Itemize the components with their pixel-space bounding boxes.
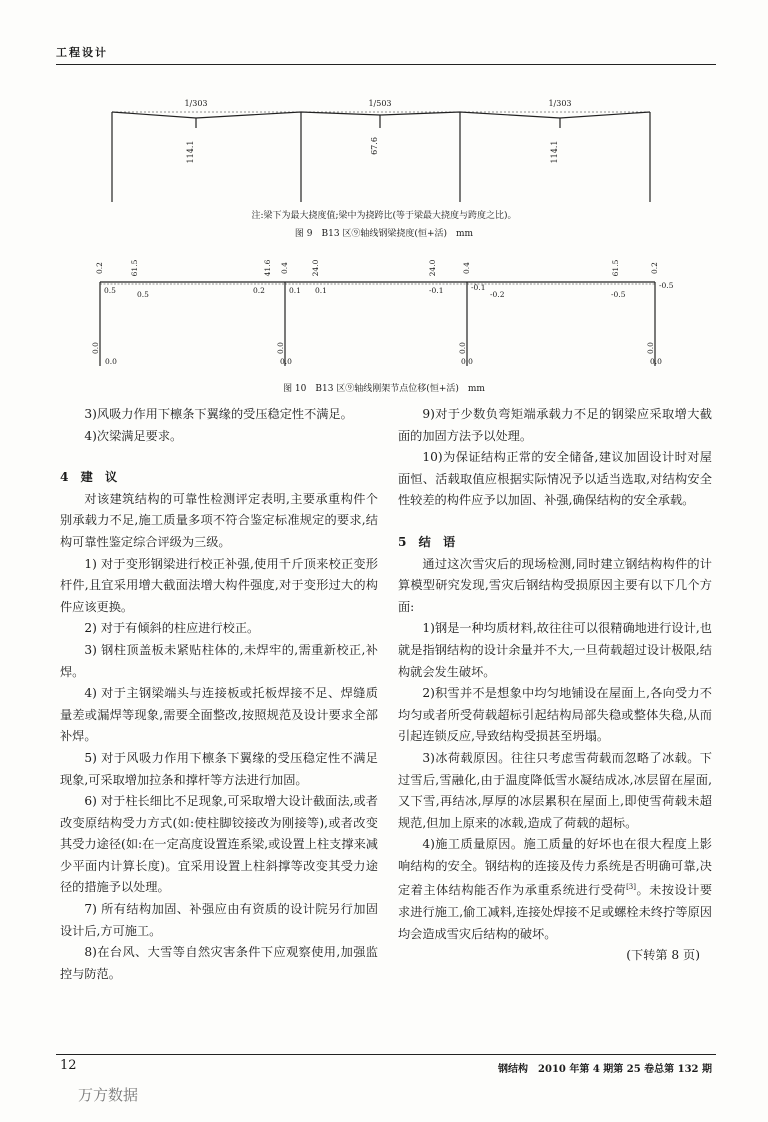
watermark: 万方数据 — [78, 1086, 139, 1104]
figure9-beam-deflection-diagram — [90, 94, 690, 204]
fig9-deflection-label: 114.1 — [186, 140, 195, 164]
left-item: 3)风吸力作用下檩条下翼缘的受压稳定性不满足。 — [84, 407, 353, 421]
journal-info: 钢结构 2010 年第 4 期第 25 卷总第 132 期 — [498, 1064, 712, 1075]
cause-item — [398, 834, 712, 945]
recommendation-item: 4) 对于主钢梁端头与连接板或托板焊接不足、焊缝质量差或漏焊等现象,需要全面整改,按照规范及设计要求全部补焊。 — [60, 686, 378, 744]
recommendation-item: 6) 对于柱长细比不足现象,可采取增大设计截面法,或者改变原结构受力方式(如:使柱脚铰接改为刚接等),或者改变其受力途径(如:在一定高度设置连系梁,或设置上柱支撑来减少平面内计算长度)。宜采用设置上柱斜撑等改变其受力途径的措施予以处理。 — [60, 794, 378, 895]
cause-item-tail: 。未按设计要求进行施工,偷工减料,连接处焊接不足或螺栓未终拧等原因均会造成雪灾后结构的破坏。 — [398, 883, 713, 941]
fig10-top-label: 24.0 — [311, 259, 320, 277]
page-number: 12 — [60, 1058, 77, 1073]
fig10-base-label: 0.0 — [91, 342, 100, 354]
section5-heading: 5 结 语 — [398, 534, 456, 549]
fig10-base-label: 0.0 — [105, 357, 117, 366]
fig10-beam-label: 0.5 — [137, 290, 149, 299]
fig10-base-label: 0.0 — [461, 357, 473, 366]
cause-item: 2)积雪并不是想象中均匀地铺设在屋面上,各向受力不均匀或者所受荷载超标引起结构局部失稳或整体失稳,从而引起连锁反应,导致结构受损甚至坍塌。 — [398, 686, 712, 744]
fig10-base-label: 0.0 — [276, 342, 285, 354]
fig10-beam-label: -0.5 — [659, 281, 674, 290]
fig10-top-label: 61.5 — [130, 259, 139, 277]
recommendation-item: 7) 所有结构加固、补强应由有资质的设计院另行加固设计后,方可施工。 — [60, 902, 378, 938]
recommendation-item: 10)为保证结构正常的安全储备,建议加固设计时对屋面恒、活载取值应根据实际情况予以适当选取,对结构安全性较差的构件应予以加固、补强,确保结构的安全承载。 — [398, 450, 712, 508]
section4-intro: 对该建筑结构的可靠性检测评定表明,主要承重构件个别承载力不足,施工质量多项不符合鉴定标准规定的要求,结构可靠性鉴定综合评级为三级。 — [60, 491, 378, 549]
fig9-span-label: 1/503 — [368, 99, 392, 108]
figure10-node-displacement-diagram — [85, 256, 685, 374]
recommendation-item: 8)在台风、大雪等自然灾害条件下应观察使用,加强监控与防范。 — [60, 945, 378, 981]
section4-heading: 4 建 议 — [60, 470, 118, 485]
fig10-top-label: 41.6 — [263, 259, 272, 277]
fig9-span-label: 1/303 — [184, 99, 208, 108]
continued-note: (下转第 8 页) — [626, 948, 700, 963]
cause-item: 3)冰荷载原因。往往只考虑雪荷载而忽略了冰载。下过雪后,雪融化,由于温度降低雪水凝结成冰,冰层留在屋面,又下雪,再结冰,厚厚的冰层累积在屋面上,即使雪荷载未超规范,但加上原来的冰载,造成了荷载的超标。 — [398, 750, 712, 830]
fig10-top-label: 0.4 — [462, 262, 471, 274]
recommendation-item: 3) 钢柱顶盖板未紧贴柱体的,未焊牢的,需重新校正,补焊。 — [60, 642, 378, 679]
cause-item-text: 4)施工质量原因。施工质量的好坏也在很大程度上影响结构的安全。钢结构的连接及传力系统是否明确可靠,决定着主体结构能否作为承重系统进行受荷 — [398, 837, 712, 898]
fig10-beam-label: -0.2 — [490, 290, 505, 299]
fig10-base-label: 0.0 — [280, 357, 292, 366]
citation-ref: [3] — [626, 883, 636, 892]
fig10-base-label: 0.0 — [646, 342, 655, 354]
fig10-base-label: 0.0 — [458, 342, 467, 354]
fig10-beam-label: -0.1 — [429, 286, 444, 295]
left-text-column — [60, 404, 378, 985]
fig10-top-label: 0.2 — [95, 262, 104, 274]
footer-rule — [56, 1054, 716, 1055]
fig10-top-label: 0.2 — [650, 262, 659, 274]
left-item: 4)次梁满足要求。 — [84, 428, 183, 443]
recommendation-item: 9)对于少数负弯矩端承载力不足的钢梁应采取增大截面的加固方法予以处理。 — [398, 407, 712, 443]
right-text-column — [398, 404, 712, 967]
fig10-top-label: 0.4 — [280, 262, 289, 274]
cause-item: 1)钢是一种均质材料,故往往可以很精确地进行设计,也就是指钢结构的设计余量并不大,一旦荷载超过设计极限,结构就会发生破坏。 — [398, 621, 712, 679]
figure10-caption: 图 10 B13 区⑨轴线刚架节点位移(恒+活) mm — [283, 384, 485, 394]
fig10-beam-label: -0.1 — [471, 283, 486, 292]
fig10-beam-label: 0.5 — [104, 286, 116, 295]
figure9-note: 注:梁下为最大挠度值;梁中为挠跨比(等于梁最大挠度与跨度之比)。 — [251, 211, 517, 221]
fig10-top-label: 24.0 — [428, 259, 437, 277]
header-rule — [56, 64, 716, 65]
fig10-beam-label: 0.2 — [253, 286, 265, 295]
fig9-span-label: 1/303 — [548, 99, 572, 108]
recommendation-item: 2) 对于有倾斜的柱应进行校正。 — [84, 621, 260, 636]
fig9-deflection-label: 114.1 — [550, 140, 559, 164]
fig9-deflection-label: 67.6 — [370, 137, 379, 155]
section5-intro: 通过这次雪灾后的现场检测,同时建立钢结构构件的计算模型研究发现,雪灾后钢结构受损原因主要有以下几个方面: — [398, 556, 712, 614]
fig10-top-label: 61.5 — [611, 259, 620, 277]
figure9-caption: 图 9 B13 区⑨轴线钢梁挠度(恒+活) mm — [294, 229, 474, 239]
fig10-beam-label: -0.5 — [611, 290, 626, 299]
fig10-base-label: 0.0 — [650, 357, 662, 366]
fig10-beam-label: 0.1 — [289, 286, 301, 295]
recommendation-item: 5) 对于风吸力作用下檩条下翼缘的受压稳定性不满足现象,可采取增加拉条和撑杆等方法进行加固。 — [60, 750, 378, 787]
fig9-deflected-beam — [112, 112, 650, 118]
fig10-beam-label: 0.1 — [315, 286, 327, 295]
recommendation-item: 1) 对于变形钢梁进行校正补强,使用千斤顶来校正变形杆件,且宜采用增大截面法增大构件强度,对于变形过大的构件应该更换。 — [60, 556, 378, 614]
running-header-title: 工程设计 — [56, 46, 108, 59]
